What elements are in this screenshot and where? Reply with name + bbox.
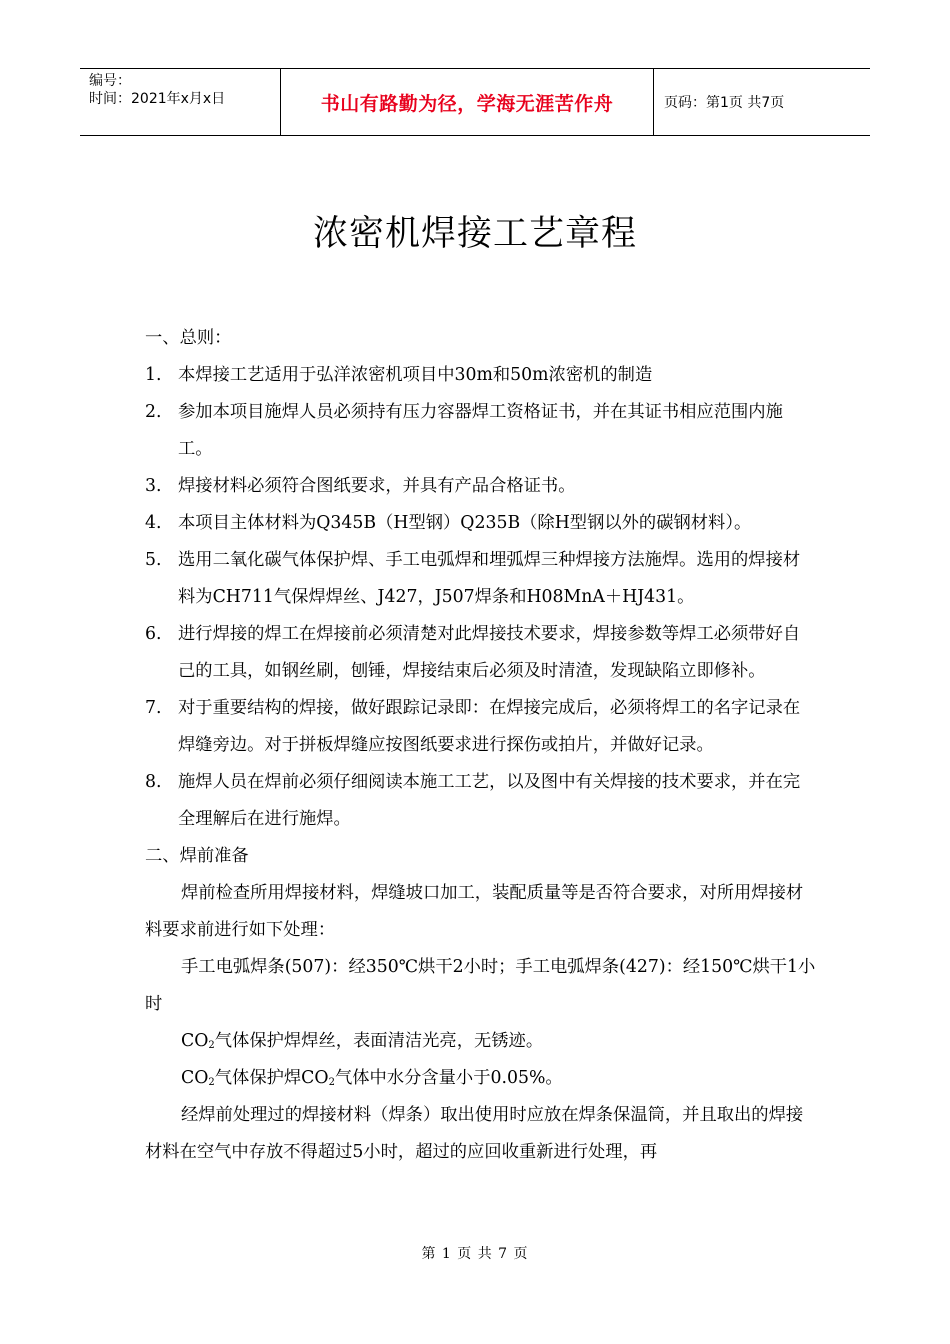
header-page-info: 页码：第1页 共7页 <box>664 95 785 111</box>
time-label: 时间：2021年x月x日 <box>89 91 226 107</box>
list-item <box>145 542 817 616</box>
prep-paragraph-2: 手工电弧焊条(507)：经350℃烘干2小时；手工电弧焊条(427)：经150℃烘干1小时 <box>145 957 816 1014</box>
list-item <box>145 616 817 690</box>
list-item <box>145 357 817 394</box>
list-item-text: 选用二氧化碳气体保护焊、手工电弧焊和埋弧焊三种焊接方法施焊。选用的焊接材料为CH711气保焊焊丝、J427，J507焊条和H08MnA＋HJ431。 <box>178 550 801 607</box>
page-footer: 第 1 页 共 7 页 <box>421 1246 529 1262</box>
document-title: 浓密机焊接工艺章程 <box>312 214 637 254</box>
document-body <box>145 320 817 1171</box>
co2-gas-mid: 气体保护焊CO <box>214 1068 329 1088</box>
co2-text: CO <box>181 1031 209 1051</box>
co2-subscript: 2 <box>208 1040 215 1051</box>
list-item-number: 4. <box>145 513 162 533</box>
list-item-text: 本焊接工艺适用于弘洋浓密机项目中30m和50m浓密机的制造 <box>178 365 653 385</box>
co2-wire-rest: 气体保护焊焊丝，表面清洁光亮，无锈迹。 <box>214 1031 544 1051</box>
list-item-number: 2. <box>145 402 162 422</box>
list-item-text: 施焊人员在焊前必须仔细阅读本施工工艺，以及图中有关焊接的技术要求，并在完全理解后在进行施焊。 <box>178 772 801 829</box>
list-item-number: 7. <box>145 698 162 718</box>
co2-gas-rest: 气体中水分含量小于0.05%。 <box>334 1068 563 1088</box>
co2-subscript: 2 <box>208 1077 215 1088</box>
list-item-text: 进行焊接的焊工在焊接前必须清楚对此焊接技术要求，焊接参数等焊工必须带好自己的工具，如钢丝刷，刨锤，焊接结束后必须及时清渣，发现缺陷立即修补。 <box>178 624 801 681</box>
list-item <box>145 764 817 838</box>
list-item <box>145 394 817 468</box>
co2-subscript: 2 <box>328 1077 335 1088</box>
prep-paragraph-1: 焊前检查所用焊接材料，焊缝坡口加工，装配质量等是否符合要求，对所用焊接材料要求前进行如下处理： <box>145 883 804 940</box>
list-item-number: 6. <box>145 624 162 644</box>
section-heading-general: 一、总则： <box>145 328 232 348</box>
co2-wire-line <box>145 1023 817 1060</box>
list-item <box>145 505 817 542</box>
list-item-text: 参加本项目施焊人员必须持有压力容器焊工资格证书，并在其证书相应范围内施工。 <box>178 402 783 459</box>
list-item <box>145 468 817 505</box>
list-item-number: 8. <box>145 772 162 792</box>
header-motto: 书山有路勤为径，学海无涯苦作舟 <box>281 69 654 135</box>
list-item-number: 5. <box>145 550 162 570</box>
section-heading-prep: 二、焊前准备 <box>145 846 249 866</box>
list-item-number: 3. <box>145 476 162 496</box>
list-item-text: 本项目主体材料为Q345B（H型钢）Q235B（除H型钢以外的碳钢材料）。 <box>178 513 752 533</box>
list-item-number: 1. <box>145 365 162 385</box>
co2-gas-line <box>145 1060 817 1097</box>
header-table <box>80 68 870 136</box>
list-item <box>145 690 817 764</box>
list-item-text: 焊接材料必须符合图纸要求，并具有产品合格证书。 <box>178 476 576 496</box>
prep-paragraph-3: 经焊前处理过的焊接材料（焊条）取出使用时应放在焊条保温筒，并且取出的焊接材料在空气中存放不得超过5小时，超过的应回收重新进行处理，再 <box>145 1105 804 1162</box>
code-label: 编号： <box>89 73 131 89</box>
list-item-text: 对于重要结构的焊接，做好跟踪记录即：在焊接完成后，必须将焊工的名字记录在焊缝旁边。对于拼板焊缝应按图纸要求进行探伤或拍片，并做好记录。 <box>178 698 801 755</box>
header-meta-cell <box>80 69 281 135</box>
co2-text: CO <box>181 1068 209 1088</box>
